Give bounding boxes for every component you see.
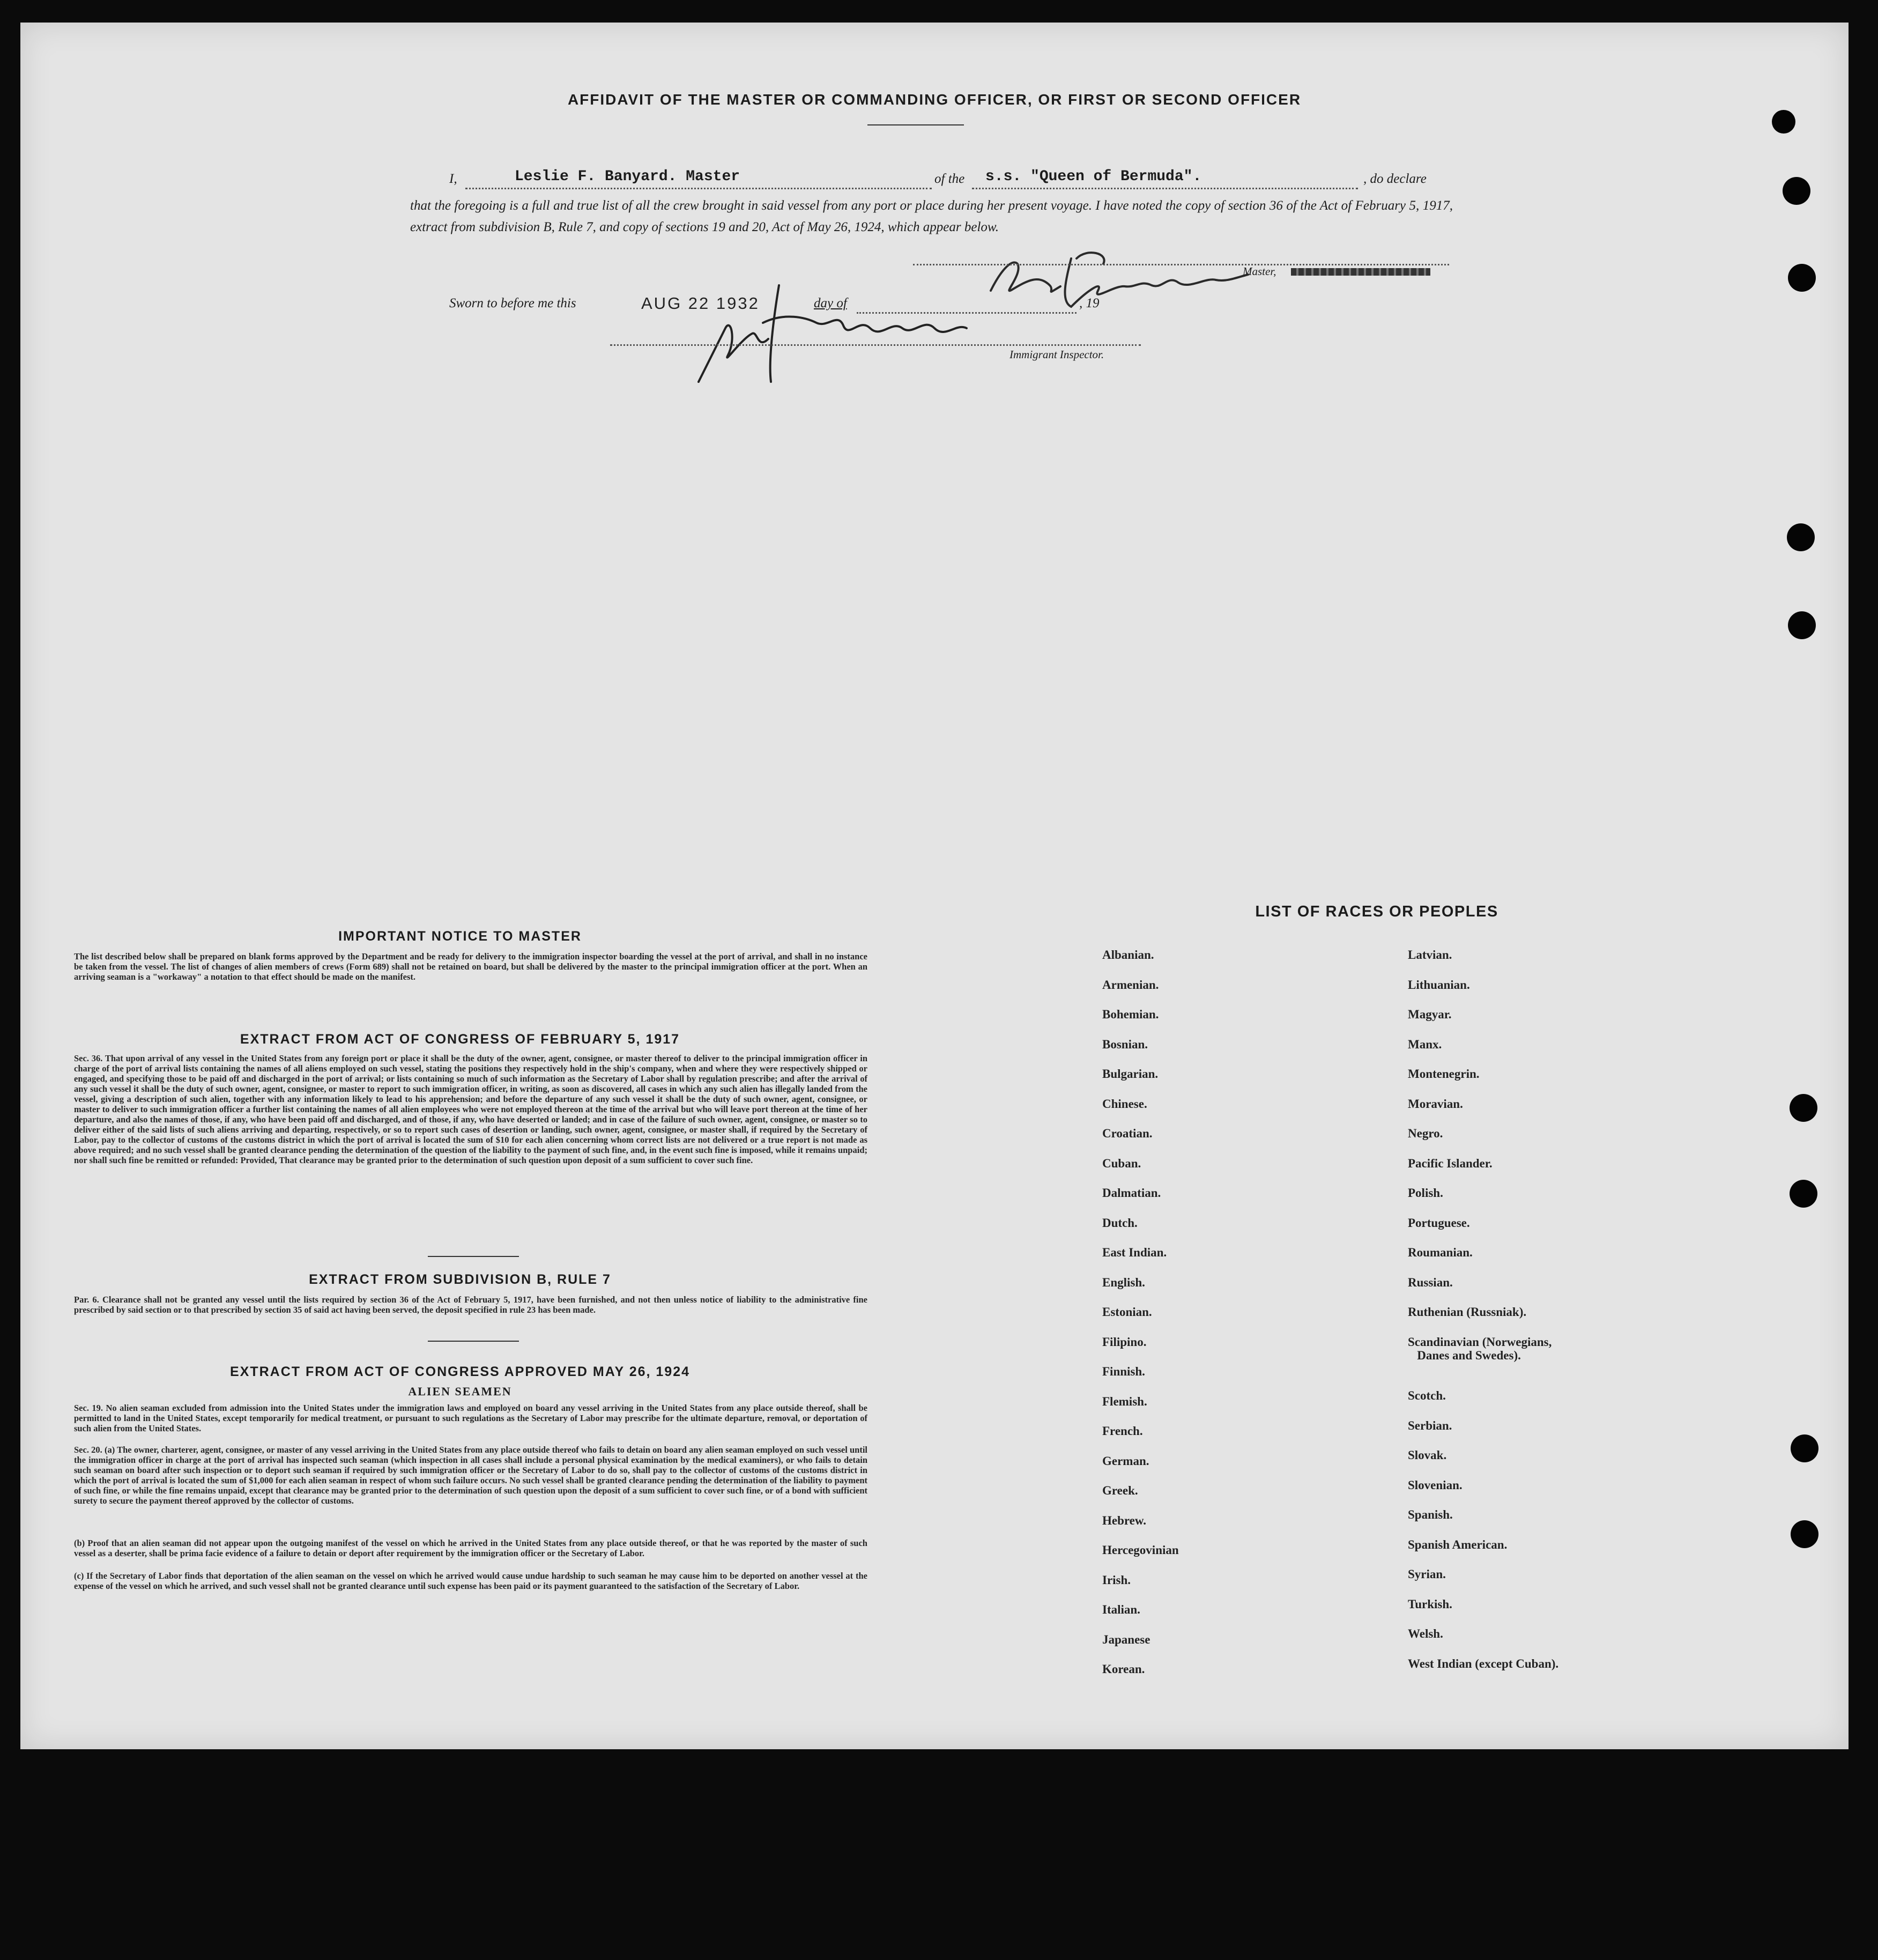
notice-title: IMPORTANT NOTICE TO MASTER <box>338 929 582 944</box>
document-sheet <box>20 23 1849 1749</box>
punch-hole <box>1783 177 1810 205</box>
race-item: Pacific Islander. <box>1408 1157 1493 1170</box>
sworn-date-stamp: AUG 22 1932 <box>641 294 760 313</box>
extract-1924-sec20a: Sec. 20. (a) The owner, charterer, agent, consignee, or master of any vessel arriving in the United States from any place outside thereof who fails to detain on board any alien seaman employed on such vessel until the immigration officer in charge at the port of arrival has inspected such seaman (which inspection in all cases shall include a personal physical examination by the medical examiners), or who fails to detain such seaman on board after such inspection or to deport such seaman if required by such immigration officer or the Secretary of Labor to do so, shall pay to the collector of customs of the customs district in which the port of arrival is located the sum of $1,000 for each alien seaman in respect of whom such failure occurs. No such vessel shall be granted clearance pending the determination of the liability to payment of such fine, or while the fine remains unpaid, except that clearance may be granted prior to the determination of such question upon the deposit of a sum sufficient to cover such fine, or of a bond with sufficient surety to secure the payment thereof approved by the collector of customs. <box>74 1445 867 1506</box>
race-item: Polish. <box>1408 1186 1443 1200</box>
race-item: Negro. <box>1408 1127 1443 1140</box>
prefix-i: I, <box>449 172 457 186</box>
race-item: Portuguese. <box>1408 1216 1470 1230</box>
race-item: Estonian. <box>1102 1305 1152 1319</box>
race-item: Latvian. <box>1408 948 1452 961</box>
race-item: Dutch. <box>1102 1216 1138 1230</box>
affidavit-title: AFFIDAVIT OF THE MASTER OR COMMANDING OFFICER, OR FIRST OR SECOND OFFICER <box>567 91 1302 108</box>
sworn-label: Sworn to before me this <box>449 296 576 310</box>
name-line <box>465 188 932 189</box>
race-item: Montenegrin. <box>1408 1067 1480 1081</box>
section-divider <box>428 1256 519 1257</box>
of-the-label: of the <box>934 172 965 186</box>
race-item: Roumanian. <box>1408 1246 1473 1259</box>
extract-1917-text: Sec. 36. That upon arrival of any vessel in the United States from any foreign port or place it shall be the duty of the owner, agent, consignee, or master thereof to deliver to the principal immigration officer in charge of the port of arrival lists containing the names of all aliens employed on such vessel, stating the positions they respectively hold in the ship's company, when and where they were respectively shipped or engaged, and specifying those to be paid off and discharged in the port of arrival; or lists containing so much of such information as the Secretary of Labor shall by regulation prescribe; and after the arrival of any such vessel it shall be the duty of such owner, agent, consignee, or master to report to such immigration officer, in writing, as soon as discovered, all cases in which any such alien has illegally landed from the vessel, giving a description of such alien, together with any information likely to lead to his apprehension; and before the departure of any such vessel it shall be the duty of such owner, agent, consignee, or master to deliver to such immigration officer a further list containing the names of all alien employees who were not employed thereon at the time of the arrival but who will leave port thereon at the time of her departure, and also the names of those, if any, who have been paid off and discharged, and of those, if any, who have deserted or landed; and in case of the failure of such owner, agent, consignee, or master so to deliver either of the said lists of such aliens arriving and departing, respectively, or so to report such cases of desertion or landing, such owner, agent, consignee, or master shall, if required by the Secretary of Labor, pay to the collector of customs of the customs district in which the port of arrival is located the sum of $10 for each alien concerning whom correct lists are not delivered or a true report is not made as above required; and no such vessel shall be granted clearance pending the determination of the question of the liability to the payment of such fine, and, in the event such fine is imposed, while it remains unpaid; nor shall such fine be remitted or refunded: Provided, That clearance may be granted prior to the determination of such question upon deposit of a sum sufficient to cover such fine. <box>74 1053 867 1165</box>
inspector-label: Immigrant Inspector. <box>1009 348 1104 361</box>
race-item: Irish. <box>1102 1573 1131 1587</box>
race-item: Serbian. <box>1408 1419 1452 1432</box>
race-item: Lithuanian. <box>1408 978 1470 992</box>
extract-1924-sec20b: (b) Proof that an alien seaman did not appear upon the outgoing manifest of the vessel on which he arrived in the United States from any place outside thereof, or that he was reported by the master of such vessel as a deserter, shall be prima facie evidence of a failure to detain or deport after requirement by the immigration officer or the Secretary of Labor. <box>74 1538 867 1558</box>
master-title-label: Master, <box>1243 265 1276 278</box>
punch-hole <box>1787 523 1815 551</box>
race-item: Manx. <box>1408 1038 1442 1051</box>
race-item: Bosnian. <box>1102 1038 1148 1051</box>
declaration-text: that the foregoing is a full and true list of all the crew brought in said vessel from any port or place during her present voyage. I have noted the copy of section 36 of the Act of February 5, 1917, extract from subdivision B, Rule 7, and copy of sections 19 and 20, Act of May 26, 1924, which appear below. <box>410 198 1453 234</box>
rule7-text: Par. 6. Clearance shall not be granted any vessel until the lists required by section 36 of the Act of February 5, 1917, have been furnished, and not then unless notice of liability to the administrative fine prescribed by said section or to that prescribed by section 35 of said act having been served, the deposit specified in rule 23 has been made. <box>74 1295 867 1315</box>
vessel-line <box>972 188 1358 189</box>
race-item: Chinese. <box>1102 1097 1147 1111</box>
race-item: Turkish. <box>1408 1597 1452 1611</box>
race-item: Hebrew. <box>1102 1514 1146 1527</box>
race-item: Flemish. <box>1102 1395 1147 1408</box>
race-item: Slovak. <box>1408 1448 1447 1462</box>
race-item: Ruthenian (Russniak). <box>1408 1305 1527 1319</box>
race-item: French. <box>1102 1424 1143 1438</box>
race-item: Dalmatian. <box>1102 1186 1161 1200</box>
race-item: Spanish American. <box>1408 1538 1508 1551</box>
race-item: German. <box>1102 1454 1149 1468</box>
races-title: LIST OF RACES OR PEOPLES <box>1255 903 1498 920</box>
punch-hole <box>1788 264 1816 292</box>
title-divider <box>867 124 964 125</box>
race-item: Finnish. <box>1102 1365 1145 1378</box>
race-item: West Indian (except Cuban). <box>1408 1657 1559 1670</box>
race-item: Greek. <box>1102 1484 1138 1497</box>
master-name: Leslie F. Banyard. Master <box>515 168 740 185</box>
race-item: Albanian. <box>1102 948 1154 961</box>
race-item: Russian. <box>1408 1276 1453 1289</box>
inspector-signature-line <box>610 344 1141 346</box>
extract-1924-subtitle: ALIEN SEAMEN <box>408 1385 512 1398</box>
race-item: Japanese <box>1102 1633 1150 1646</box>
extract-1924-sec20c: (c) If the Secretary of Labor finds that deportation of the alien seaman on the vessel on which he arrived would cause undue hardship to such seaman he may cause him to be deported on another vessel at the expense of the vessel on which he arrived, and such vessel shall not be granted clearance until such expense has been paid or its payment guaranteed to the satisfaction of the Secretary of Labor. <box>74 1571 867 1591</box>
struck-out-title <box>1291 268 1430 276</box>
race-item: English. <box>1102 1276 1145 1289</box>
race-item: Scotch. <box>1408 1389 1446 1402</box>
inspector-signature <box>677 275 988 398</box>
rule7-title: EXTRACT FROM SUBDIVISION B, RULE 7 <box>309 1272 611 1287</box>
race-item: Bohemian. <box>1102 1008 1159 1021</box>
race-item: Slovenian. <box>1408 1478 1463 1492</box>
race-item: Italian. <box>1102 1603 1140 1616</box>
do-declare-label: , do declare <box>1363 172 1427 186</box>
day-of-label: day of <box>814 296 847 310</box>
notice-text: The list described below shall be prepared on blank forms approved by the Department and be ready for delivery to the immigration inspector boarding the vessel at the port of arrival, and shall in no instance be taken from the vessel. The list of changes of alien members of crews (Form 689) shall not be retained on board, but shall be delivered by the master to the principal immigration officer at the port. When an arriving seaman is a "workaway" a notation to that effect should be made on the manifest. <box>74 951 867 982</box>
race-item: Croatian. <box>1102 1127 1153 1140</box>
affidavit-declaration-line <box>449 168 1452 193</box>
extract-1917-title: EXTRACT FROM ACT OF CONGRESS OF FEBRUARY 5, 1917 <box>240 1032 680 1047</box>
race-item: Filipino. <box>1102 1335 1147 1349</box>
race-item: East Indian. <box>1102 1246 1167 1259</box>
race-item: Syrian. <box>1408 1567 1446 1581</box>
race-item: Armenian. <box>1102 978 1159 992</box>
punch-hole <box>1790 1180 1817 1208</box>
race-item: Scandinavian (Norwegians, Danes and Swedes). <box>1408 1335 1552 1362</box>
race-item: Bulgarian. <box>1102 1067 1159 1081</box>
race-item: Hercegovinian <box>1102 1543 1179 1557</box>
extract-1924-title: EXTRACT FROM ACT OF CONGRESS APPROVED MAY 26, 1924 <box>229 1364 691 1379</box>
race-item: Korean. <box>1102 1662 1145 1676</box>
extract-1924-sec19: Sec. 19. No alien seaman excluded from admission into the United States under the immigration laws and employed on board any vessel arriving in the United States from any place outside thereof, shall be permitted to land in the United States, except temporarily for medical treatment, or pursuant to such regulations as the Secretary of Labor may prescribe for the ultimate departure, removal, or deportation of such alien from the United States. <box>74 1403 867 1433</box>
race-item: Moravian. <box>1408 1097 1463 1111</box>
race-item: Spanish. <box>1408 1508 1453 1521</box>
punch-hole <box>1790 1094 1817 1122</box>
year-prefix: , 19 <box>1079 296 1100 310</box>
section-divider <box>428 1341 519 1342</box>
race-item: Welsh. <box>1408 1627 1443 1640</box>
punch-hole <box>1772 110 1795 134</box>
punch-hole <box>1791 1434 1818 1462</box>
vessel-name: s.s. "Queen of Bermuda". <box>985 168 1202 185</box>
punch-hole <box>1788 611 1816 639</box>
race-item: Magyar. <box>1408 1008 1452 1021</box>
master-signature-line <box>913 264 1449 265</box>
race-item: Cuban. <box>1102 1157 1141 1170</box>
punch-hole <box>1791 1520 1818 1548</box>
